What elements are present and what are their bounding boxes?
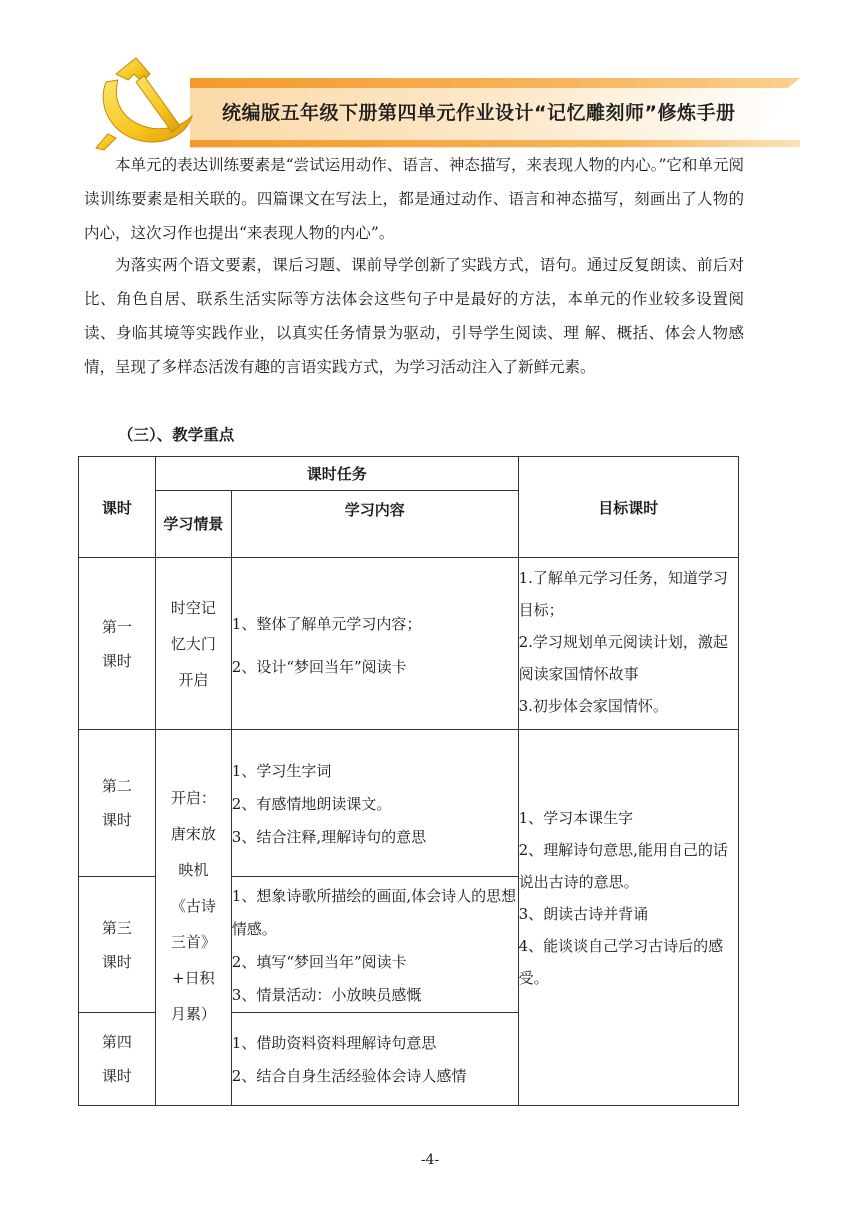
header-goal: 目标课时 — [518, 457, 738, 558]
page-number: -4- — [420, 1152, 440, 1168]
scene-cell — [155, 730, 231, 1106]
scene-label: 开启：唐宋放映机《古诗三首》+日积月累） — [170, 789, 216, 1023]
content-line: 1、整体了解单元学习内容； — [231, 614, 422, 633]
content-cell — [231, 730, 518, 877]
content-line: 1、借助资料资料理解诗句意思 — [231, 1034, 437, 1052]
goal-line: 4、能谈谈自己学习古诗后的感受。 — [518, 937, 724, 987]
period-cell — [79, 877, 156, 1013]
hammer-and-sickle-icon — [88, 52, 198, 152]
header-period: 课时 — [79, 457, 156, 558]
period-cell — [79, 1013, 156, 1106]
goal-cell — [518, 730, 738, 1106]
period-label: 第四课时 — [101, 1033, 132, 1085]
header-title: 统编版五年级下册第四单元作业设计“记忆雕刻师”修炼手册 — [222, 102, 736, 124]
content-line: 3、情景活动：小放映员感慨 — [231, 985, 422, 1004]
period-cell — [79, 558, 156, 730]
content-line: 2、填写“梦回当年”阅读卡 — [231, 952, 407, 971]
table-row — [79, 558, 739, 730]
content-line: 2、结合自身生活经验体会诗人感情 — [231, 1067, 467, 1085]
scene-label: 时空记忆大门开启 — [170, 598, 216, 689]
body-paragraph-1: 本单元的表达训练要素是“尝试运用动作、语言、神态描写，来表现人物的内心。”它和单元阅读训练要素是相关联的。四篇课文在写法上，都是通过动作、语言和神态描写，刻画出了人物的内心，这次习作也提出“来表现人物的内心”。 — [84, 156, 744, 242]
header-task: 课时任务 — [155, 457, 518, 491]
goal-line: 2、理解诗句意思,能用自己的话说出古诗的意思。 — [518, 841, 728, 891]
page-header — [0, 0, 860, 150]
goal-line: 3、朗读古诗并背诵 — [518, 905, 649, 923]
goal-line: 1、学习本课生字 — [518, 809, 634, 827]
header-content: 学习内容 — [231, 491, 518, 558]
section-heading: （三）、教学重点 — [118, 426, 235, 444]
period-label: 第一课时 — [101, 617, 132, 670]
content-line: 1、学习生字词 — [231, 761, 332, 780]
content-cell — [231, 877, 518, 1013]
content-line: 2、有感情地朗读课文。 — [231, 794, 392, 813]
header-scene: 学习情景 — [155, 491, 231, 558]
goal-line: 3.初步体会家国情怀。 — [518, 697, 668, 715]
scene-cell — [155, 558, 231, 730]
content-cell — [231, 1013, 518, 1106]
content-line: 1、想象诗歌所描绘的画面,体会诗人的思想情感。 — [231, 886, 517, 938]
goal-line: 1.了解单元学习任务，知道学习目标； — [518, 569, 728, 619]
body-paragraph-2: 为落实两个语文要素，课后习题、课前导学创新了实践方式，语句。通过反复朗读、前后对比、角色自居、联系生活实际等方法体会这些句子中是最好的方法，本单元的作业较多设置阅读、身临其境等实践作业，以真实任务情景为驱动，引导学生阅读、理 解、概括、体会人物感情，呈现了多样态活泼有趣的言语实践方式，为学习活动注入了新鲜元素。 — [84, 256, 744, 376]
content-line: 3、结合注释,理解诗句的意思 — [231, 827, 427, 846]
teaching-focus-table — [78, 456, 739, 1106]
header-banner-bottom-stripe — [190, 140, 800, 147]
period-cell — [79, 730, 156, 877]
content-cell — [231, 558, 518, 730]
goal-cell — [518, 558, 738, 730]
content-line: 2、设计“梦回当年”阅读卡 — [231, 657, 407, 676]
period-label: 第三课时 — [101, 918, 132, 971]
period-label: 第二课时 — [101, 777, 132, 829]
table-row — [79, 730, 739, 877]
goal-line: 2.学习规划单元阅读计划，激起阅读家国情怀故事 — [518, 633, 728, 683]
header-banner-top-stripe — [190, 78, 800, 88]
